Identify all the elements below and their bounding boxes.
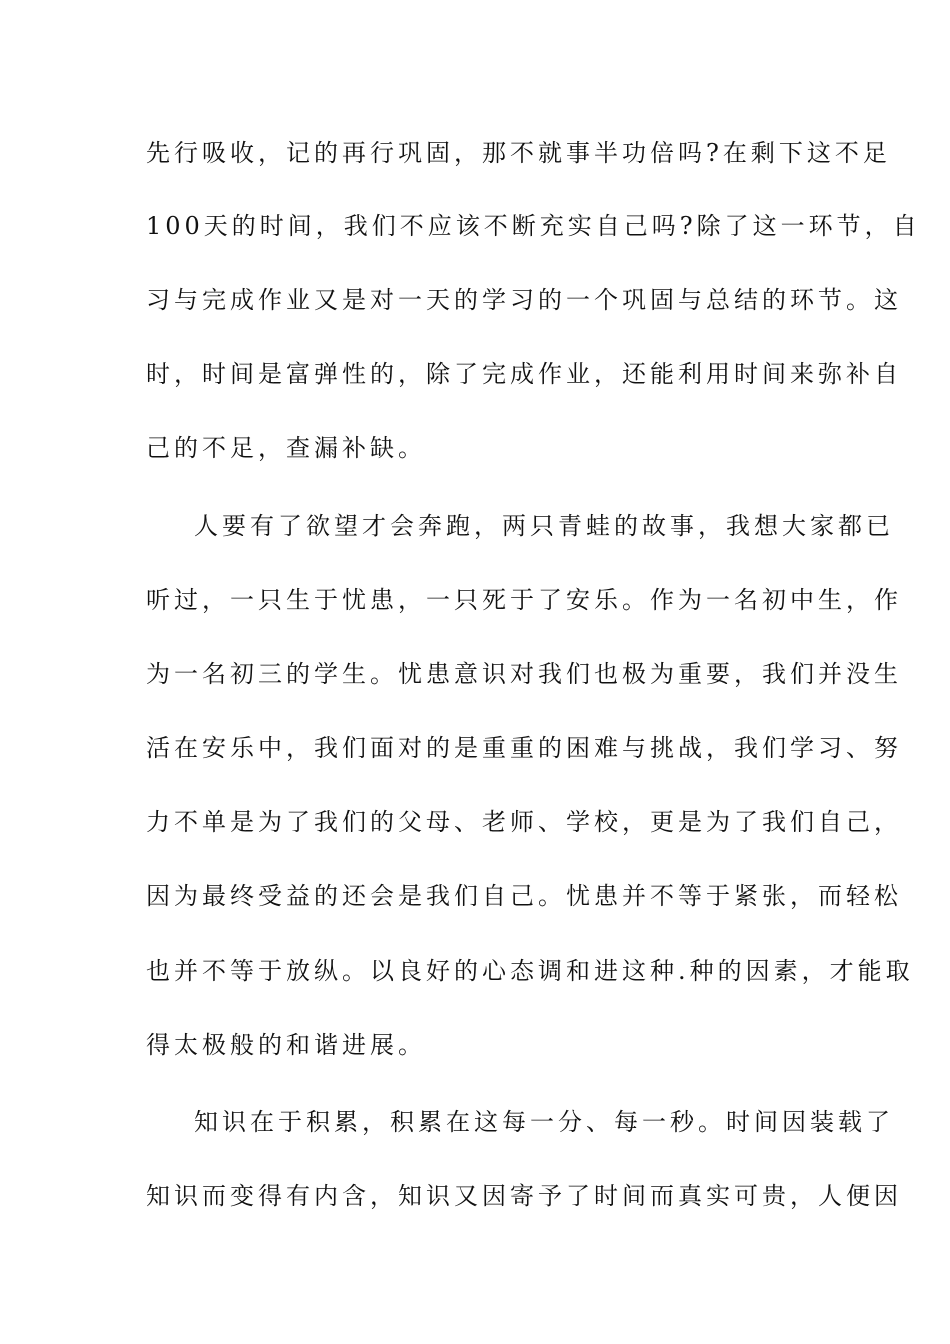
text-line: 知识而变得有内含，知识又因寄予了时间而真实可贵，人便因	[146, 1182, 902, 1210]
text-line: 100天的时间，我们不应该不断充实自己吗?除了这一环节，自	[146, 212, 921, 240]
text-line: 先行吸收，记的再行巩固，那不就事半功倍吗?在剩下这不足	[146, 139, 891, 167]
text-line: 己的不足，查漏补缺。	[146, 434, 426, 462]
text-line: 时，时间是富弹性的，除了完成作业，还能利用时间来弥补自	[146, 360, 902, 388]
paragraph-start-line: 知识在于积累，积累在这每一分、每一秒。时间因装载了	[194, 1108, 894, 1136]
paragraph-start-line: 人要有了欲望才会奔跑，两只青蛙的故事，我想大家都已	[194, 512, 894, 540]
text-line: 听过，一只生于忧患，一只死于了安乐。作为一名初中生，作	[146, 586, 902, 614]
text-line: 习与完成作业又是对一天的学习的一个巩固与总结的环节。这	[146, 286, 902, 314]
text-line: 活在安乐中，我们面对的是重重的困难与挑战，我们学习、努	[146, 734, 902, 762]
text-line: 为一名初三的学生。忧患意识对我们也极为重要，我们并没生	[146, 660, 902, 688]
text-line: 力不单是为了我们的父母、老师、学校，更是为了我们自己，	[146, 808, 902, 836]
text-line: 得太极般的和谐进展。	[146, 1031, 426, 1059]
text-line: 也并不等于放纵。以良好的心态调和进这种.种的因素，才能取	[146, 957, 914, 985]
text-line: 因为最终受益的还会是我们自己。忧患并不等于紧张，而轻松	[146, 882, 902, 910]
